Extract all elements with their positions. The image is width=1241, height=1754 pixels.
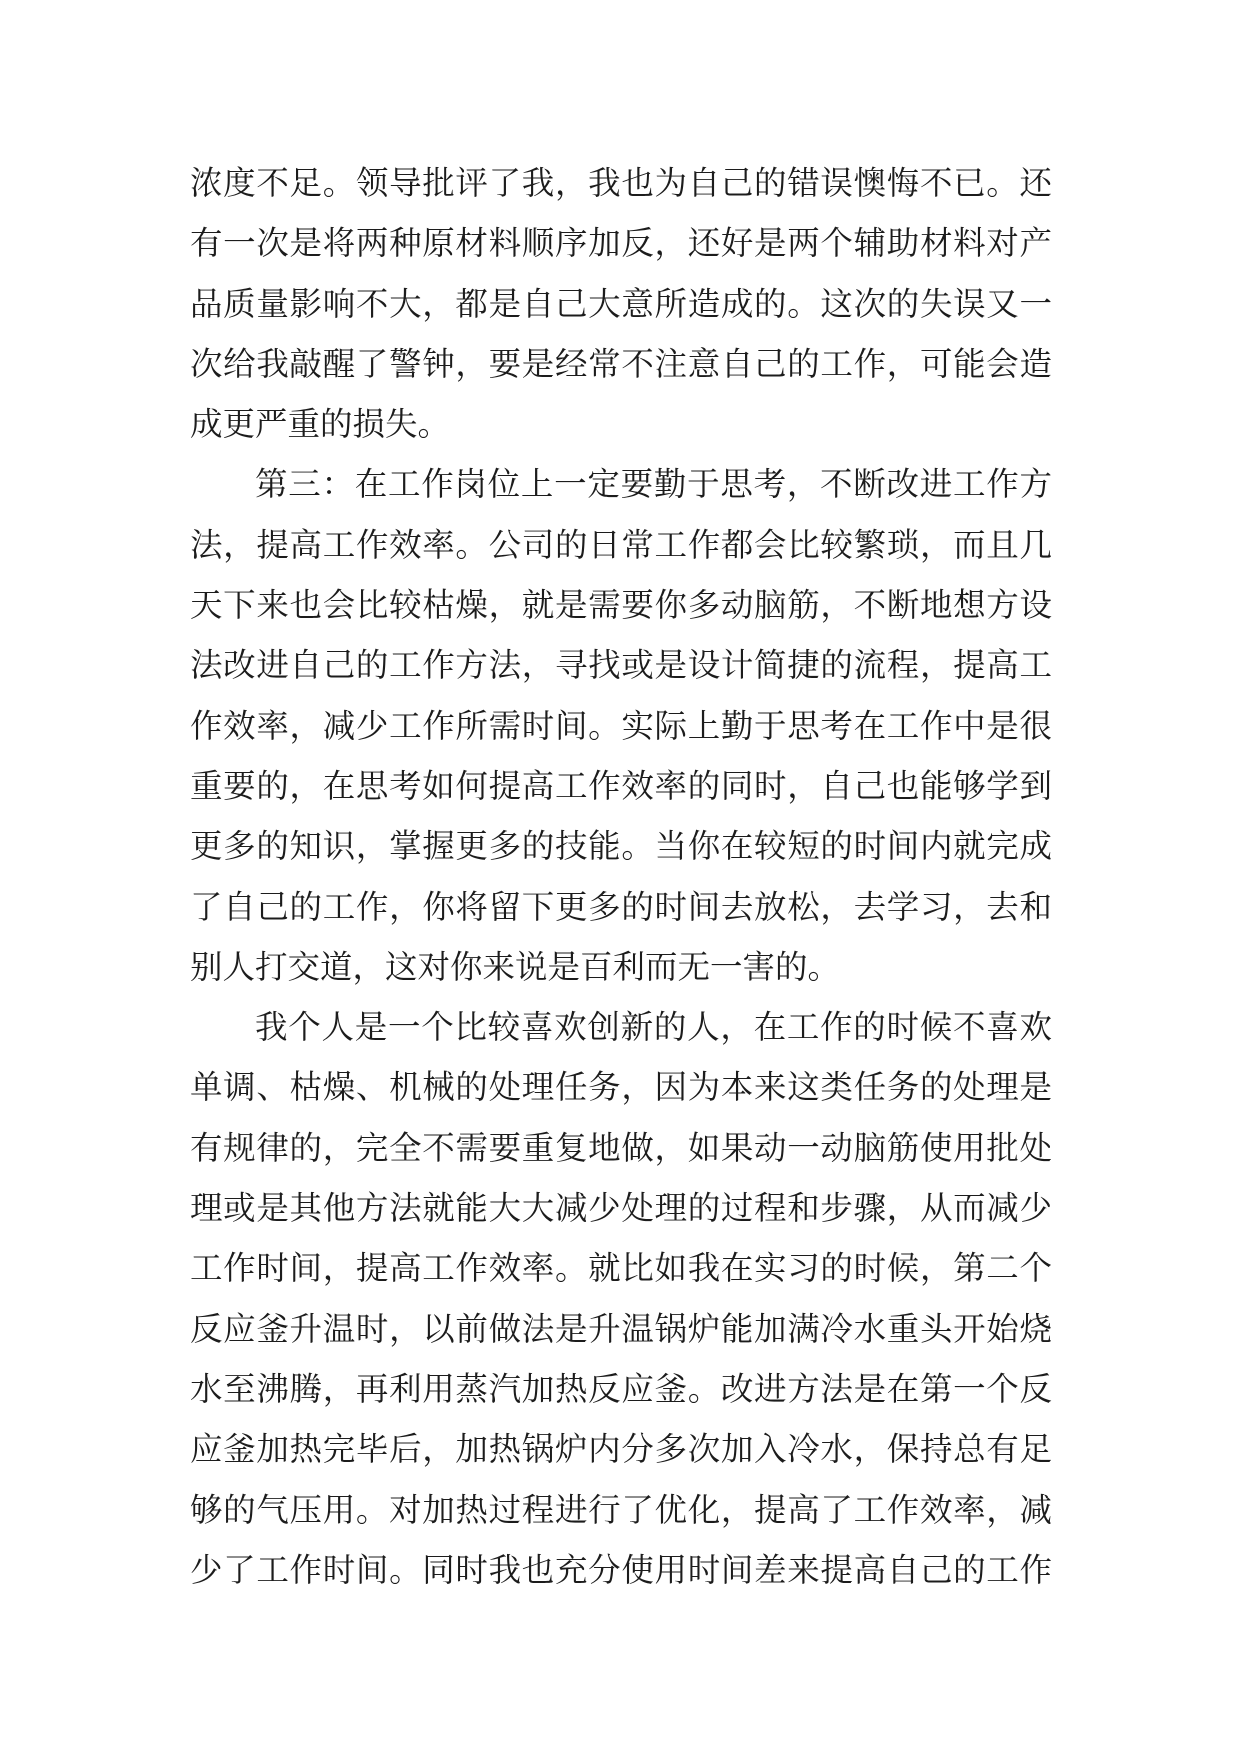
text-line: 别人打交道，这对你来说是百利而无一害的。: [190, 947, 841, 986]
text-line: 法，提高工作效率。公司的日常工作都会比较繁琐，而且几: [190, 525, 1052, 564]
body-text: [190, 153, 1052, 1600]
text-line: 次给我敲醒了警钟，要是经常不注意自己的工作，可能会造: [190, 344, 1052, 383]
text-line: 我个人是一个比较喜欢创新的人，在工作的时候不喜欢: [255, 1008, 1052, 1047]
text-line: 理或是其他方法就能大大减少处理的过程和步骤，从而减少: [190, 1189, 1052, 1228]
text-line: 少了工作时间。同时我也充分使用时间差来提高自己的工作: [190, 1550, 1052, 1589]
text-line: 了自己的工作，你将留下更多的时间去放松，去学习，去和: [190, 887, 1052, 926]
text-line: 水至沸腾，再利用蒸汽加热反应釜。改进方法是在第一个反: [190, 1369, 1052, 1408]
text-line: 重要的，在思考如何提高工作效率的同时，自己也能够学到: [190, 766, 1052, 805]
text-line: 有规律的，完全不需要重复地做，如果动一动脑筋使用批处: [190, 1128, 1052, 1167]
text-line: 工作时间，提高工作效率。就比如我在实习的时候，第二个: [190, 1249, 1052, 1288]
text-line: 法改进自己的工作方法，寻找或是设计简捷的流程，提高工: [190, 646, 1052, 685]
text-line: 作效率，减少工作所需时间。实际上勤于思考在工作中是很: [190, 706, 1052, 745]
text-line: 够的气压用。对加热过程进行了优化，提高了工作效率，减: [190, 1490, 1052, 1529]
text-line: 应釜加热完毕后，加热锅炉内分多次加入冷水，保持总有足: [190, 1430, 1052, 1469]
text-line: 有一次是将两种原材料顺序加反，还好是两个辅助材料对产: [190, 224, 1052, 263]
text-line: 浓度不足。领导批评了我，我也为自己的错误懊悔不已。还: [190, 164, 1052, 202]
text-line: 反应釜升温时，以前做法是升温锅炉能加满冷水重头开始烧: [190, 1309, 1052, 1348]
text-line: 成更严重的损失。: [190, 405, 451, 444]
text-line: 品质量影响不大，都是自己大意所造成的。这次的失误又一: [190, 284, 1052, 323]
text-line: 单调、枯燥、机械的处理任务，因为本来这类任务的处理是: [190, 1068, 1052, 1107]
text-line: 更多的知识，掌握更多的技能。当你在较短的时间内就完成: [190, 827, 1052, 866]
text-line: 第三：在工作岗位上一定要勤于思考，不断改进工作方: [255, 465, 1052, 504]
text-line: 天下来也会比较枯燥，就是需要你多动脑筋，不断地想方设: [190, 586, 1052, 625]
